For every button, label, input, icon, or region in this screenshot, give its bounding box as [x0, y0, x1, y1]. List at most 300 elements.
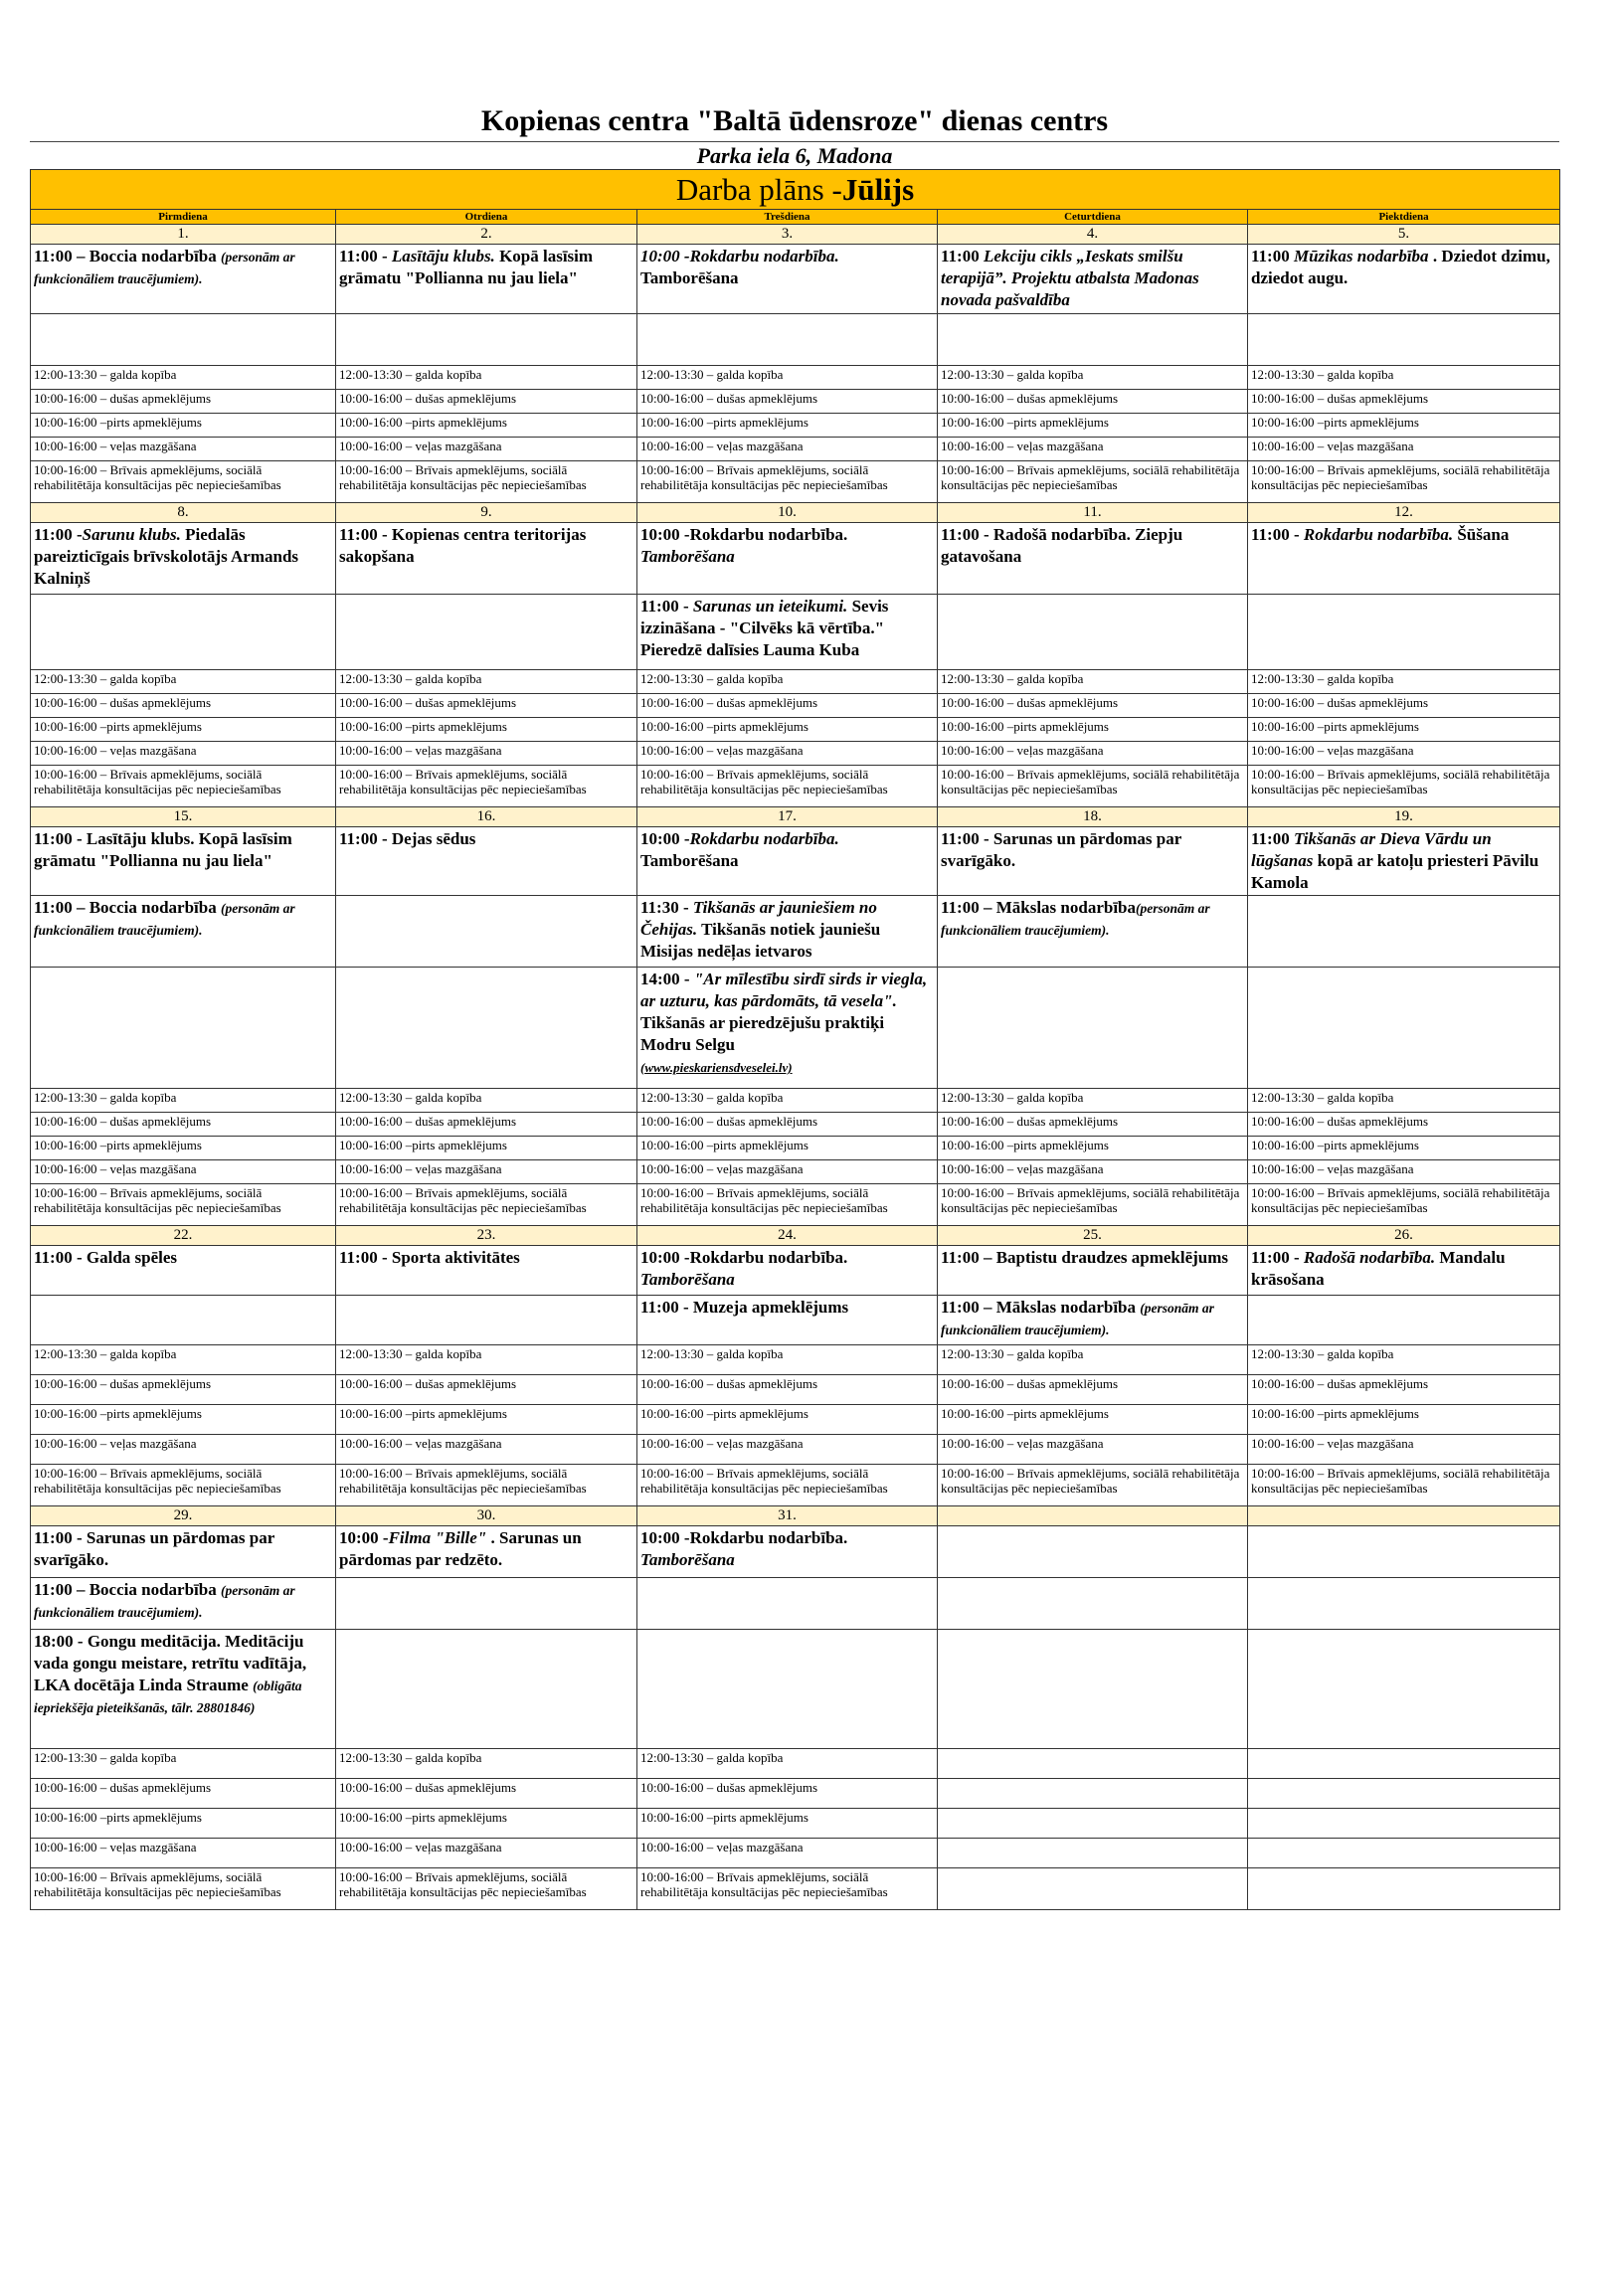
event-cell: [637, 595, 938, 670]
address-subtitle: Parka iela 6, Madona: [696, 143, 893, 168]
event-cell: [336, 968, 637, 1089]
routine-cell: 10:00-16:00 –pirts apmeklējums: [31, 1137, 336, 1160]
event-cell: [637, 1630, 938, 1749]
event-cell: [336, 896, 637, 968]
event-text: 11:00 – Boccia nodarbība: [34, 1580, 221, 1599]
schedule-table: [30, 169, 1560, 1910]
routine-cell: 10:00-16:00 – dušas apmeklējums: [31, 1113, 336, 1137]
date-cell: 29.: [31, 1506, 336, 1526]
event-text: 11:00 – Boccia nodarbība: [34, 247, 221, 265]
routine-cell: 12:00-13:30 – galda kopība: [31, 366, 336, 390]
routine-cell: 10:00-16:00 – dušas apmeklējums: [637, 1113, 938, 1137]
routine-cell: 10:00-16:00 – veļas mazgāšana: [31, 1839, 336, 1868]
date-cell: 8.: [31, 503, 336, 523]
routine-cell: 10:00-16:00 – veļas mazgāšana: [336, 438, 637, 461]
routine-cell: 10:00-16:00 – veļas mazgāšana: [637, 1839, 938, 1868]
event-cell: [637, 1246, 938, 1296]
event-cell: [336, 595, 637, 670]
routine-cell: 10:00-16:00 – dušas apmeklējums: [336, 390, 637, 414]
routine-cell: 10:00-16:00 – veļas mazgāšana: [938, 1160, 1248, 1184]
routine-row: [31, 1809, 1560, 1839]
event-text: Tamborēšana: [640, 268, 739, 287]
event-cell: [336, 1630, 637, 1749]
routine-row: [31, 1435, 1560, 1465]
routine-cell: 10:00-16:00 – dušas apmeklējums: [31, 1375, 336, 1405]
routine-row: [31, 1089, 1560, 1113]
event-text: 10:00 -Rokdarbu nodarbība.: [640, 525, 848, 544]
routine-row: [31, 1868, 1560, 1910]
event-text: 11:00 - Radošā nodarbība. Ziepju gatavošana: [941, 525, 1183, 566]
event-text: 11:00: [1251, 829, 1294, 848]
routine-cell: 10:00-16:00 – dušas apmeklējums: [336, 694, 637, 718]
event-text: kopā ar katoļu priesteri Pāvilu Kamola: [1251, 851, 1539, 892]
routine-cell: 12:00-13:30 – galda kopība: [336, 1345, 637, 1375]
plan-banner: [31, 170, 1560, 210]
event-text: 11:00 - Galda spēles: [34, 1248, 178, 1267]
routine-cell: 10:00-16:00 – veļas mazgāšana: [1248, 742, 1560, 766]
event-row: [31, 1578, 1560, 1630]
routine-cell: 10:00-16:00 –pirts apmeklējums: [31, 1405, 336, 1435]
event-text-italic: "Ar mīlestību sirdī sirds ir viegla, ar uzturu, kas pārdomāts, tā vesela".: [640, 970, 928, 1010]
event-cell: [31, 245, 336, 314]
date-cell: 15.: [31, 807, 336, 827]
routine-cell: 10:00-16:00 –pirts apmeklējums: [336, 1809, 637, 1839]
routine-cell: 10:00-16:00 – veļas mazgāšana: [637, 742, 938, 766]
event-text: 11:30 -: [640, 898, 693, 917]
event-cell: [1248, 595, 1560, 670]
event-cell: [1248, 827, 1560, 896]
date-row: [31, 807, 1560, 827]
routine-cell: 10:00-16:00 – Brīvais apmeklējums, sociālā rehabilitētāja konsultācijas pēc nepieciešamības: [637, 1868, 938, 1910]
routine-row: [31, 1137, 1560, 1160]
weekday-header: Trešdiena: [637, 210, 938, 225]
routine-cell: 10:00-16:00 –pirts apmeklējums: [336, 414, 637, 438]
routine-cell: 10:00-16:00 –pirts apmeklējums: [637, 1137, 938, 1160]
event-text: 11:00 – Mākslas nodarbība: [941, 898, 1137, 917]
routine-cell: 12:00-13:30 – galda kopība: [938, 1345, 1248, 1375]
routine-row: [31, 1184, 1560, 1226]
event-cell: [31, 523, 336, 595]
routine-cell: 10:00-16:00 – Brīvais apmeklējums, sociālā rehabilitētāja konsultācijas pēc nepieciešamības: [336, 1184, 637, 1226]
event-text: 11:00 -: [339, 247, 392, 265]
event-row: [31, 1526, 1560, 1578]
routine-row: [31, 1375, 1560, 1405]
routine-cell: 12:00-13:30 – galda kopība: [336, 1749, 637, 1779]
plan-banner-month: Jūlijs: [841, 172, 915, 207]
event-text-italic: Lasītāju klubs.: [391, 247, 495, 265]
routine-row: [31, 742, 1560, 766]
event-row: [31, 827, 1560, 896]
routine-cell: 10:00-16:00 –pirts apmeklējums: [1248, 414, 1560, 438]
event-row: [31, 245, 1560, 314]
routine-cell: 10:00-16:00 –pirts apmeklējums: [31, 1809, 336, 1839]
event-text: 11:00 - Muzeja apmeklējums: [640, 1298, 849, 1317]
routine-cell: 12:00-13:30 – galda kopība: [938, 1089, 1248, 1113]
event-text: 11:00 - Sarunas un pārdomas par svarīgāko.: [941, 829, 1181, 870]
date-row: [31, 1226, 1560, 1246]
routine-cell: 12:00-13:30 – galda kopība: [31, 1089, 336, 1113]
event-cell: [1248, 896, 1560, 968]
routine-cell: 10:00-16:00 – dušas apmeklējums: [938, 1113, 1248, 1137]
event-cell: [938, 1578, 1248, 1630]
routine-cell: 10:00-16:00 – Brīvais apmeklējums, sociālā rehabilitētāja konsultācijas pēc nepieciešamības: [637, 766, 938, 807]
routine-row: [31, 438, 1560, 461]
event-cell: [336, 1526, 637, 1578]
event-cell: [938, 827, 1248, 896]
routine-row: [31, 1345, 1560, 1375]
event-cell: [637, 968, 938, 1089]
routine-cell: 10:00-16:00 – veļas mazgāšana: [336, 1839, 637, 1868]
event-row: [31, 896, 1560, 968]
plan-banner-cell: [31, 170, 1560, 210]
event-cell: [938, 1246, 1248, 1296]
routine-row: [31, 1405, 1560, 1435]
routine-row: [31, 766, 1560, 807]
event-text-italic: Rokdarbu nodarbība.: [1303, 525, 1454, 544]
event-row: [31, 595, 1560, 670]
routine-cell: 10:00-16:00 – dušas apmeklējums: [336, 1779, 637, 1809]
routine-row: [31, 461, 1560, 503]
routine-cell: 10:00-16:00 – Brīvais apmeklējums, sociālā rehabilitētāja konsultācijas pēc nepieciešamības: [1248, 1184, 1560, 1226]
routine-cell: 10:00-16:00 – Brīvais apmeklējums, sociālā rehabilitētāja konsultācijas pēc nepieciešamības: [1248, 766, 1560, 807]
event-cell: [1248, 968, 1560, 1089]
event-row: [31, 968, 1560, 1089]
routine-cell: 10:00-16:00 – dušas apmeklējums: [637, 1779, 938, 1809]
event-row: [31, 1246, 1560, 1296]
event-text: 14:00 -: [640, 970, 694, 988]
event-text: 10:00 -: [640, 829, 690, 848]
routine-cell: 10:00-16:00 – dušas apmeklējums: [1248, 1375, 1560, 1405]
weekday-header: Ceturtdiena: [938, 210, 1248, 225]
routine-cell: 10:00-16:00 – Brīvais apmeklējums, sociālā rehabilitētāja konsultācijas pēc nepieciešamības: [938, 461, 1248, 503]
routine-cell: 10:00-16:00 –pirts apmeklējums: [1248, 1137, 1560, 1160]
routine-cell: [1248, 1749, 1560, 1779]
routine-cell: 12:00-13:30 – galda kopība: [1248, 1345, 1560, 1375]
routine-cell: 10:00-16:00 –pirts apmeklējums: [938, 718, 1248, 742]
routine-row: [31, 718, 1560, 742]
routine-cell: 10:00-16:00 – veļas mazgāšana: [938, 1435, 1248, 1465]
date-cell: 19.: [1248, 807, 1560, 827]
event-text-italic: Filma "Bille": [388, 1528, 487, 1547]
routine-cell: 12:00-13:30 – galda kopība: [637, 1749, 938, 1779]
routine-row: [31, 1160, 1560, 1184]
routine-cell: 10:00-16:00 –pirts apmeklējums: [938, 1405, 1248, 1435]
event-text-italic: Rokdarbu nodarbība.: [689, 829, 839, 848]
routine-row: [31, 1113, 1560, 1137]
event-cell: [1248, 1630, 1560, 1749]
routine-cell: 10:00-16:00 – veļas mazgāšana: [336, 742, 637, 766]
event-text: . Sarunas un pārdomas par redzēto.: [339, 1528, 582, 1569]
date-cell: 25.: [938, 1226, 1248, 1246]
event-text: 11:00 -: [1251, 1248, 1304, 1267]
date-cell: 12.: [1248, 503, 1560, 523]
routine-cell: 12:00-13:30 – galda kopība: [31, 670, 336, 694]
event-text-italic: 10:00 -Rokdarbu nodarbība.: [640, 247, 839, 265]
routine-cell: 10:00-16:00 – veļas mazgāšana: [31, 438, 336, 461]
event-text: 18:00 - Gongu meditācija. Meditāciju vada gongu meistare, retrītu vadītāja, LKA docētāja Linda Straume: [34, 1632, 307, 1694]
date-cell: 11.: [938, 503, 1248, 523]
event-text-italic: Tamborēšana: [640, 547, 735, 566]
routine-cell: 10:00-16:00 – dušas apmeklējums: [637, 390, 938, 414]
event-cell: [31, 1630, 336, 1749]
routine-cell: [938, 1809, 1248, 1839]
routine-row: [31, 670, 1560, 694]
page-title: Kopienas centra "Baltā ūdensroze" dienas centrs: [480, 104, 1109, 137]
routine-cell: 10:00-16:00 – dušas apmeklējums: [1248, 1113, 1560, 1137]
routine-cell: 10:00-16:00 – Brīvais apmeklējums, sociālā rehabilitētāja konsultācijas pēc nepieciešamības: [1248, 1465, 1560, 1506]
weekday-header: Piektdiena: [1248, 210, 1560, 225]
event-cell: [31, 827, 336, 896]
event-cell: [938, 1296, 1248, 1345]
routine-cell: 12:00-13:30 – galda kopība: [1248, 366, 1560, 390]
event-cell: [637, 314, 938, 366]
event-text: 11:00 - Sarunas un pārdomas par svarīgāko.: [34, 1528, 274, 1569]
date-cell: 18.: [938, 807, 1248, 827]
event-cell: [31, 1526, 336, 1578]
routine-cell: [938, 1779, 1248, 1809]
routine-cell: 10:00-16:00 – Brīvais apmeklējums, sociālā rehabilitētāja konsultācijas pēc nepieciešamības: [31, 766, 336, 807]
event-note: (personām ar funkcionāliem traucējumiem).: [34, 901, 295, 938]
event-cell: [31, 896, 336, 968]
routine-cell: 10:00-16:00 – dušas apmeklējums: [336, 1113, 637, 1137]
weekday-header: Pirmdiena: [31, 210, 336, 225]
event-row: [31, 1296, 1560, 1345]
routine-cell: 10:00-16:00 – dušas apmeklējums: [336, 1375, 637, 1405]
routine-cell: 10:00-16:00 –pirts apmeklējums: [637, 718, 938, 742]
routine-cell: 10:00-16:00 – veļas mazgāšana: [31, 1435, 336, 1465]
event-cell: [637, 1296, 938, 1345]
routine-row: [31, 1779, 1560, 1809]
event-text-italic: Tikšanās ar jauniešiem no Čehijas.: [640, 898, 877, 939]
weekday-header-row: [31, 210, 1560, 225]
event-text: Tikšanās ar pieredzējušu praktiķi Modru Selgu: [640, 1013, 885, 1054]
event-cell: [336, 523, 637, 595]
routine-cell: 10:00-16:00 – dušas apmeklējums: [938, 694, 1248, 718]
routine-cell: [1248, 1839, 1560, 1868]
event-text: 11:00 -: [1251, 525, 1304, 544]
routine-cell: 10:00-16:00 – Brīvais apmeklējums, sociālā rehabilitētāja konsultācijas pēc nepieciešamības: [1248, 461, 1560, 503]
date-cell: 2.: [336, 225, 637, 245]
date-cell: [938, 1506, 1248, 1526]
event-cell: [938, 595, 1248, 670]
event-text: 11:00: [941, 247, 984, 265]
event-text: 10:00 -Rokdarbu nodarbība.: [640, 1528, 848, 1547]
date-row: [31, 225, 1560, 245]
routine-cell: 10:00-16:00 – Brīvais apmeklējums, sociālā rehabilitētāja konsultācijas pēc nepieciešamības: [31, 1465, 336, 1506]
routine-cell: 10:00-16:00 – veļas mazgāšana: [637, 1160, 938, 1184]
routine-cell: 10:00-16:00 –pirts apmeklējums: [336, 1137, 637, 1160]
date-cell: 17.: [637, 807, 938, 827]
event-cell: [31, 1296, 336, 1345]
routine-cell: 10:00-16:00 – Brīvais apmeklējums, sociālā rehabilitētāja konsultācijas pēc nepieciešamības: [336, 1868, 637, 1910]
date-cell: 1.: [31, 225, 336, 245]
routine-cell: 10:00-16:00 – veļas mazgāšana: [31, 1160, 336, 1184]
event-text: 11:00 - Sporta aktivitātes: [339, 1248, 520, 1267]
routine-cell: [938, 1868, 1248, 1910]
routine-cell: 10:00-16:00 – dušas apmeklējums: [31, 390, 336, 414]
date-cell: 23.: [336, 1226, 637, 1246]
routine-cell: 10:00-16:00 –pirts apmeklējums: [1248, 718, 1560, 742]
date-cell: 4.: [938, 225, 1248, 245]
routine-cell: 10:00-16:00 – Brīvais apmeklējums, sociālā rehabilitētāja konsultācijas pēc nepieciešamības: [336, 1465, 637, 1506]
routine-cell: 10:00-16:00 – dušas apmeklējums: [938, 390, 1248, 414]
date-cell: 31.: [637, 1506, 938, 1526]
event-cell: [1248, 1246, 1560, 1296]
event-text-italic: Tikšanās ar Dieva Vārdu un lūgšanas: [1251, 829, 1492, 870]
event-text: Šūšana: [1453, 525, 1510, 544]
routine-cell: 10:00-16:00 – veļas mazgāšana: [938, 742, 1248, 766]
event-cell: [31, 968, 336, 1089]
routine-cell: 10:00-16:00 –pirts apmeklējums: [637, 414, 938, 438]
routine-cell: 10:00-16:00 – dušas apmeklējums: [637, 1375, 938, 1405]
event-cell: [1248, 523, 1560, 595]
routine-cell: 12:00-13:30 – galda kopība: [31, 1749, 336, 1779]
routine-cell: 10:00-16:00 – dušas apmeklējums: [637, 694, 938, 718]
event-text: 11:00 – Mākslas nodarbība: [941, 1298, 1141, 1317]
event-text: 10:00 -Rokdarbu nodarbība.: [640, 1248, 848, 1267]
routine-cell: [1248, 1868, 1560, 1910]
routine-cell: 10:00-16:00 – Brīvais apmeklējums, sociālā rehabilitētāja konsultācijas pēc nepieciešamības: [938, 1465, 1248, 1506]
event-text: 11:00 - Lasītāju klubs. Kopā lasīsim grāmatu "Pollianna nu jau liela": [34, 829, 292, 870]
routine-cell: [938, 1839, 1248, 1868]
weekday-header: Otrdiena: [336, 210, 637, 225]
event-text: 11:00 – Baptistu draudzes apmeklējums: [941, 1248, 1229, 1267]
routine-cell: 10:00-16:00 –pirts apmeklējums: [336, 718, 637, 742]
event-cell: [336, 314, 637, 366]
plan-banner-prefix: Darba plāns -: [675, 172, 842, 207]
routine-cell: 12:00-13:30 – galda kopība: [938, 670, 1248, 694]
event-row: [31, 314, 1560, 366]
event-cell: [637, 896, 938, 968]
event-text: 11:00 - Dejas sēdus: [339, 829, 476, 848]
routine-cell: 10:00-16:00 – veļas mazgāšana: [31, 742, 336, 766]
routine-cell: [938, 1749, 1248, 1779]
event-note: (personām ar funkcionāliem traucējumiem).: [34, 250, 295, 286]
event-text-italic: Mūzikas nodarbība: [1293, 247, 1429, 265]
date-row: [31, 503, 1560, 523]
event-cell: [336, 1246, 637, 1296]
routine-row: [31, 1465, 1560, 1506]
event-text: 11:00 – Boccia nodarbība: [34, 898, 221, 917]
event-row: [31, 1630, 1560, 1749]
routine-cell: 10:00-16:00 – Brīvais apmeklējums, sociālā rehabilitētāja konsultācijas pēc nepieciešamības: [31, 1184, 336, 1226]
event-cell: [637, 245, 938, 314]
event-text: Kopā lasīsim grāmatu "Pollianna nu jau liela": [339, 247, 594, 287]
event-cell: [938, 314, 1248, 366]
event-cell: [1248, 1296, 1560, 1345]
routine-cell: [1248, 1779, 1560, 1809]
routine-row: [31, 1839, 1560, 1868]
routine-cell: [1248, 1809, 1560, 1839]
routine-cell: 10:00-16:00 – Brīvais apmeklējums, sociālā rehabilitētāja konsultācijas pēc nepieciešamības: [637, 1184, 938, 1226]
event-cell: [1248, 245, 1560, 314]
event-cell: [637, 827, 938, 896]
event-text: 11:00 - Kopienas centra teritorijas sakopšana: [339, 525, 587, 566]
routine-cell: 12:00-13:30 – galda kopība: [637, 366, 938, 390]
routine-cell: 10:00-16:00 – dušas apmeklējums: [1248, 390, 1560, 414]
event-text-italic: Tamborēšana: [640, 1550, 735, 1569]
event-cell: [938, 968, 1248, 1089]
routine-cell: 12:00-13:30 – galda kopība: [938, 366, 1248, 390]
routine-cell: 10:00-16:00 –pirts apmeklējums: [637, 1809, 938, 1839]
routine-cell: 12:00-13:30 – galda kopība: [336, 1089, 637, 1113]
event-cell: [336, 1578, 637, 1630]
date-cell: 3.: [637, 225, 938, 245]
routine-cell: 12:00-13:30 – galda kopība: [637, 1345, 938, 1375]
routine-row: [31, 366, 1560, 390]
event-cell: [938, 1526, 1248, 1578]
event-cell: [336, 245, 637, 314]
event-cell: [938, 245, 1248, 314]
date-cell: 24.: [637, 1226, 938, 1246]
routine-cell: 10:00-16:00 – Brīvais apmeklējums, sociālā rehabilitētāja konsultācijas pēc nepieciešamības: [31, 1868, 336, 1910]
event-cell: [637, 1526, 938, 1578]
event-cell: [938, 1630, 1248, 1749]
event-cell: [938, 523, 1248, 595]
event-text-italic: Lekciju cikls „Ieskats smilšu terapijā”. Projektu atbalsta Madonas novada pašvaldība: [941, 247, 1199, 309]
event-text: Mandalu krāsošana: [1251, 1248, 1506, 1289]
event-text: Piedalās pareizticīgais brīvskolotājs Armands Kalniņš: [34, 525, 299, 588]
routine-cell: 10:00-16:00 – veļas mazgāšana: [336, 1435, 637, 1465]
event-text: Tamborēšana: [640, 851, 739, 870]
event-cell: [31, 595, 336, 670]
routine-cell: 10:00-16:00 – veļas mazgāšana: [336, 1160, 637, 1184]
date-cell: [1248, 1506, 1560, 1526]
event-text: 11:00 -: [640, 597, 693, 616]
event-text: Sevis izzināšana - "Cilvēks kā vērtība." Pieredzē dalīsies Lauma Kuba: [640, 597, 889, 659]
date-cell: 30.: [336, 1506, 637, 1526]
event-cell: [31, 1578, 336, 1630]
routine-cell: 10:00-16:00 – veļas mazgāšana: [637, 1435, 938, 1465]
routine-cell: 12:00-13:30 – galda kopība: [31, 1345, 336, 1375]
routine-cell: 10:00-16:00 – Brīvais apmeklējums, sociālā rehabilitētāja konsultācijas pēc nepieciešamības: [637, 1465, 938, 1506]
routine-cell: 12:00-13:30 – galda kopība: [637, 1089, 938, 1113]
routine-row: [31, 390, 1560, 414]
routine-cell: 10:00-16:00 – veļas mazgāšana: [637, 438, 938, 461]
event-note: (obligāta iepriekšēja pieteikšanās, tālr. 28801846): [34, 1678, 302, 1715]
date-cell: 26.: [1248, 1226, 1560, 1246]
event-text-italic: Radošā nodarbība.: [1303, 1248, 1436, 1267]
date-cell: 16.: [336, 807, 637, 827]
routine-cell: 10:00-16:00 – Brīvais apmeklējums, sociālā rehabilitētāja konsultācijas pēc nepieciešamības: [336, 766, 637, 807]
routine-row: [31, 414, 1560, 438]
event-note: (personām ar funkcionāliem traucējumiem).: [941, 901, 1210, 938]
routine-cell: 12:00-13:30 – galda kopība: [336, 366, 637, 390]
event-text: Tikšanās notiek jauniešu Misijas nedēļas ietvaros: [640, 920, 881, 961]
routine-cell: 10:00-16:00 – dušas apmeklējums: [31, 1779, 336, 1809]
routine-cell: 10:00-16:00 –pirts apmeklējums: [31, 718, 336, 742]
date-cell: 22.: [31, 1226, 336, 1246]
event-cell: [336, 827, 637, 896]
event-row: [31, 523, 1560, 595]
event-cell: [1248, 314, 1560, 366]
document-header: [30, 103, 1559, 170]
event-cell: [336, 1296, 637, 1345]
routine-cell: 10:00-16:00 – veļas mazgāšana: [1248, 1160, 1560, 1184]
routine-cell: 10:00-16:00 – veļas mazgāšana: [938, 438, 1248, 461]
routine-cell: 12:00-13:30 – galda kopība: [336, 670, 637, 694]
routine-row: [31, 1749, 1560, 1779]
event-note: (personām ar funkcionāliem traucējumiem).: [34, 1583, 295, 1620]
routine-cell: 10:00-16:00 –pirts apmeklējums: [637, 1405, 938, 1435]
event-text-italic: Sarunu klubs.: [82, 525, 181, 544]
date-row: [31, 1506, 1560, 1526]
routine-cell: 12:00-13:30 – galda kopība: [637, 670, 938, 694]
event-text: . Dziedot dzimu, dziedot augu.: [1251, 247, 1550, 287]
event-note: (personām ar funkcionāliem traucējumiem).: [941, 1301, 1214, 1337]
routine-cell: 10:00-16:00 –pirts apmeklējums: [31, 414, 336, 438]
routine-cell: 10:00-16:00 –pirts apmeklējums: [938, 1137, 1248, 1160]
